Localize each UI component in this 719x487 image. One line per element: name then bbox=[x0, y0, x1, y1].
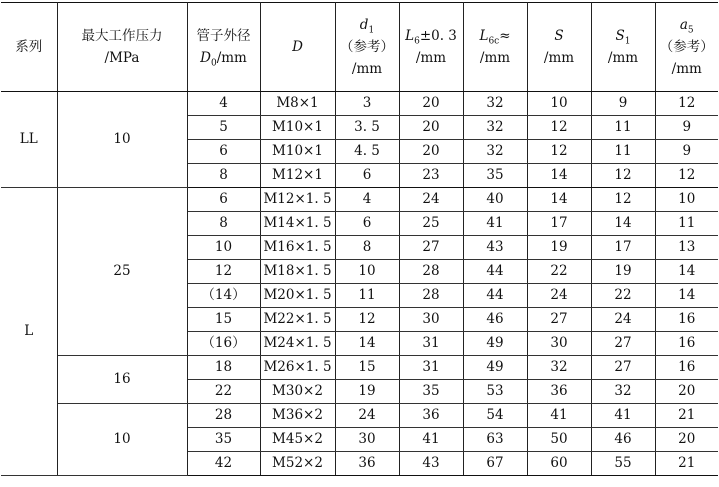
table-cell: 28 bbox=[187, 404, 260, 428]
table-cell: 30 bbox=[399, 308, 463, 332]
table-cell: M26×1. 5 bbox=[260, 356, 335, 380]
table-cell: 14 bbox=[335, 332, 399, 356]
table-cell: 13 bbox=[655, 236, 718, 260]
table-cell: 6 bbox=[187, 188, 260, 212]
table-cell: 46 bbox=[591, 428, 655, 452]
table-cell: 12 bbox=[655, 92, 718, 116]
table-row bbox=[1, 356, 718, 380]
table-cell: 31 bbox=[399, 356, 463, 380]
table-cell: 44 bbox=[463, 284, 527, 308]
table-cell: 20 bbox=[655, 428, 718, 452]
table-cell: M45×2 bbox=[260, 428, 335, 452]
table-cell: 67 bbox=[463, 452, 527, 476]
table-cell: M36×2 bbox=[260, 404, 335, 428]
table-cell: 27 bbox=[527, 308, 591, 332]
table-cell: 21 bbox=[655, 452, 718, 476]
table-cell: 35 bbox=[463, 164, 527, 188]
header-d: D bbox=[260, 3, 335, 92]
table-cell: 23 bbox=[399, 164, 463, 188]
header-pressure: 最大工作压力 /MPa bbox=[57, 3, 187, 92]
table-cell: 4 bbox=[187, 92, 260, 116]
table-cell: 49 bbox=[463, 332, 527, 356]
table-cell: 36 bbox=[527, 380, 591, 404]
table-cell: M52×2 bbox=[260, 452, 335, 476]
table-cell: 9 bbox=[655, 116, 718, 140]
table-cell: M10×1 bbox=[260, 116, 335, 140]
table-cell: 15 bbox=[335, 356, 399, 380]
table-cell: 4 bbox=[335, 188, 399, 212]
table-cell: 50 bbox=[527, 428, 591, 452]
table-cell: 12 bbox=[527, 140, 591, 164]
table-cell: 43 bbox=[463, 236, 527, 260]
header-l6c: $L_{6c}\approx$ /mm bbox=[463, 3, 527, 92]
table-cell: 22 bbox=[527, 260, 591, 284]
table-cell: M20×1. 5 bbox=[260, 284, 335, 308]
table-cell: 46 bbox=[463, 308, 527, 332]
table-cell: 11 bbox=[591, 140, 655, 164]
table-cell: M24×1. 5 bbox=[260, 332, 335, 356]
table-cell: 10 bbox=[187, 236, 260, 260]
table-cell: 22 bbox=[187, 380, 260, 404]
fitting-dimensions-table bbox=[1, 2, 718, 476]
table-cell: 32 bbox=[591, 380, 655, 404]
table-cell: 24 bbox=[527, 284, 591, 308]
table-cell: 11 bbox=[591, 116, 655, 140]
table-cell: 8 bbox=[187, 164, 260, 188]
table-cell: 36 bbox=[399, 404, 463, 428]
table-cell: 41 bbox=[399, 428, 463, 452]
table-cell: 32 bbox=[463, 92, 527, 116]
table-cell: 30 bbox=[527, 332, 591, 356]
table-cell: 15 bbox=[187, 308, 260, 332]
table-cell: 14 bbox=[655, 284, 718, 308]
table-cell: 5 bbox=[187, 116, 260, 140]
table-cell: M14×1. 5 bbox=[260, 212, 335, 236]
table-cell: 6 bbox=[335, 164, 399, 188]
table-row bbox=[1, 188, 718, 212]
table-cell: 28 bbox=[399, 260, 463, 284]
table-cell: M18×1. 5 bbox=[260, 260, 335, 284]
table-cell: 19 bbox=[527, 236, 591, 260]
table-cell: 43 bbox=[399, 452, 463, 476]
table-cell: 25 bbox=[399, 212, 463, 236]
series-cell: LL bbox=[1, 92, 57, 188]
table-cell: 32 bbox=[463, 140, 527, 164]
table-cell: 40 bbox=[463, 188, 527, 212]
table-cell: 8 bbox=[187, 212, 260, 236]
table-cell: 9 bbox=[591, 92, 655, 116]
table-cell: 17 bbox=[527, 212, 591, 236]
table-cell: 8 bbox=[335, 236, 399, 260]
header-outer-diameter: 管子外径 $D_0/mm$ bbox=[187, 3, 260, 92]
table-cell: 3 bbox=[335, 92, 399, 116]
table-cell: 20 bbox=[655, 380, 718, 404]
table-cell: 44 bbox=[463, 260, 527, 284]
pressure-cell: 10 bbox=[57, 92, 187, 188]
table-cell: 11 bbox=[335, 284, 399, 308]
table-cell: 27 bbox=[591, 332, 655, 356]
table-row bbox=[1, 404, 718, 428]
table-cell: M30×2 bbox=[260, 380, 335, 404]
table-cell: M16×1. 5 bbox=[260, 236, 335, 260]
table-cell: 63 bbox=[463, 428, 527, 452]
pressure-cell: 16 bbox=[57, 356, 187, 404]
table-cell: 11 bbox=[655, 212, 718, 236]
header-a5: $a_5$ （参考） /mm bbox=[655, 3, 718, 92]
table-cell: 35 bbox=[399, 380, 463, 404]
table-cell: 28 bbox=[399, 284, 463, 308]
table-cell: M10×1 bbox=[260, 140, 335, 164]
table-cell: 20 bbox=[399, 116, 463, 140]
table-body bbox=[1, 92, 718, 476]
table-cell: 53 bbox=[463, 380, 527, 404]
table-cell: 16 bbox=[655, 332, 718, 356]
table-cell: 49 bbox=[463, 356, 527, 380]
table-cell: 55 bbox=[591, 452, 655, 476]
table-cell: 54 bbox=[463, 404, 527, 428]
table-cell: M12×1 bbox=[260, 164, 335, 188]
table-cell: 10 bbox=[655, 188, 718, 212]
table-cell: 24 bbox=[335, 404, 399, 428]
table-cell: （16） bbox=[187, 332, 260, 356]
table-cell: （14） bbox=[187, 284, 260, 308]
table-cell: 32 bbox=[527, 356, 591, 380]
table-cell: 14 bbox=[655, 260, 718, 284]
table-cell: 20 bbox=[399, 140, 463, 164]
table-cell: M8×1 bbox=[260, 92, 335, 116]
table-cell: 14 bbox=[591, 212, 655, 236]
series-cell: L bbox=[1, 188, 57, 476]
table-cell: 42 bbox=[187, 452, 260, 476]
table-cell: 32 bbox=[463, 116, 527, 140]
table-cell: 27 bbox=[399, 236, 463, 260]
header-s: S /mm bbox=[527, 3, 591, 92]
table-cell: 60 bbox=[527, 452, 591, 476]
table-cell: 31 bbox=[399, 332, 463, 356]
table-cell: M22×1. 5 bbox=[260, 308, 335, 332]
pressure-cell: 10 bbox=[57, 404, 187, 476]
table-cell: 12 bbox=[527, 116, 591, 140]
table-cell: 16 bbox=[655, 356, 718, 380]
table-cell: 6 bbox=[187, 140, 260, 164]
table-cell: 22 bbox=[591, 284, 655, 308]
table-cell: 14 bbox=[527, 188, 591, 212]
table-cell: 12 bbox=[591, 188, 655, 212]
table-cell: 6 bbox=[335, 212, 399, 236]
table-cell: 12 bbox=[187, 260, 260, 284]
table-cell: 19 bbox=[335, 380, 399, 404]
pressure-cell: 25 bbox=[57, 188, 187, 356]
table-cell: 24 bbox=[399, 188, 463, 212]
table-cell: 20 bbox=[399, 92, 463, 116]
table-cell: 12 bbox=[591, 164, 655, 188]
header-row bbox=[1, 3, 718, 92]
table-cell: 14 bbox=[527, 164, 591, 188]
table-cell: 18 bbox=[187, 356, 260, 380]
table-row bbox=[1, 92, 718, 116]
table-cell: 41 bbox=[527, 404, 591, 428]
table-cell: 30 bbox=[335, 428, 399, 452]
table-cell: 19 bbox=[591, 260, 655, 284]
table-cell: 10 bbox=[335, 260, 399, 284]
table-cell: 4. 5 bbox=[335, 140, 399, 164]
table-cell: 12 bbox=[335, 308, 399, 332]
table-cell: 16 bbox=[655, 308, 718, 332]
table-cell: 3. 5 bbox=[335, 116, 399, 140]
table-cell: 21 bbox=[655, 404, 718, 428]
table-cell: 35 bbox=[187, 428, 260, 452]
table-cell: M12×1. 5 bbox=[260, 188, 335, 212]
header-s1: $S_1$ /mm bbox=[591, 3, 655, 92]
table-cell: 9 bbox=[655, 140, 718, 164]
table-cell: 27 bbox=[591, 356, 655, 380]
table-cell: 24 bbox=[591, 308, 655, 332]
table-cell: 41 bbox=[463, 212, 527, 236]
table-cell: 36 bbox=[335, 452, 399, 476]
header-d1: $d_1$ （参考） /mm bbox=[335, 3, 399, 92]
table-cell: 10 bbox=[527, 92, 591, 116]
header-series: 系列 bbox=[1, 3, 57, 92]
table-cell: 41 bbox=[591, 404, 655, 428]
table-cell: 17 bbox=[591, 236, 655, 260]
header-l6: $L_6\pm 0$. 3 /mm bbox=[399, 3, 463, 92]
table-cell: 12 bbox=[655, 164, 718, 188]
